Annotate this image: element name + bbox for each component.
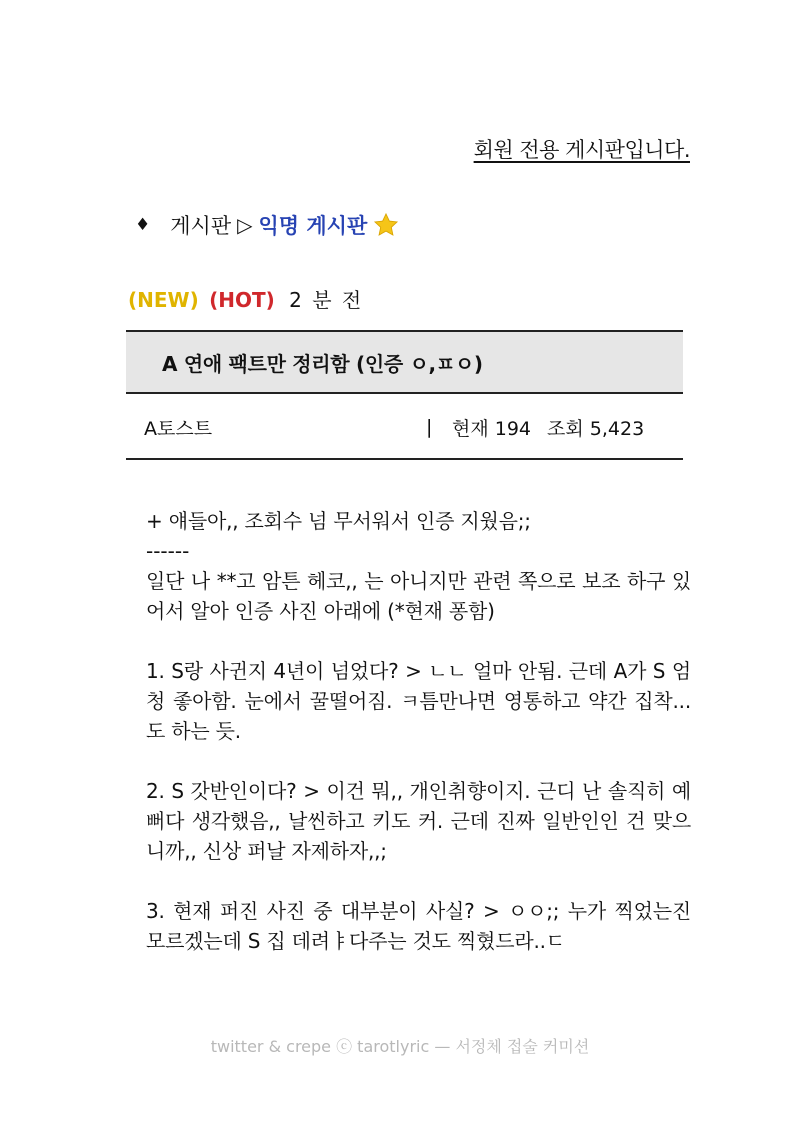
body-paragraph-1: + 얘들아,, 조회수 넘 무서워서 인증 지웠음;; <box>146 509 531 533</box>
view-count: 조회 5,423 <box>547 417 645 440</box>
body-paragraph-5: 3. 현재 퍼진 사진 중 대부분이 사실? > ㅇㅇ;; 누가 찍었는진 모르겠는데 S 집 데려ㅑ다주는 것도 찍혔드라..ㄷ <box>146 899 691 953</box>
breadcrumb-current[interactable]: 익명 게시판 <box>258 214 368 238</box>
post-body <box>146 506 691 956</box>
body-paragraph-2: 일단 나 **고 암튼 헤코,, 는 아니지만 관련 쪽으로 보조 하구 있어서 알아 인증 사진 아래에 (*현재 퐁함) <box>146 569 691 623</box>
breadcrumb <box>135 210 399 240</box>
post-stats <box>452 414 644 441</box>
diamond-bullet-icon: ♦ <box>135 215 151 235</box>
breadcrumb-separator-icon: ▷ <box>237 213 253 237</box>
new-badge: (NEW) <box>128 288 199 312</box>
post-title: A 연애 팩트만 정리함 (인증 ㅇ,ㅍㅇ) <box>162 351 483 376</box>
post-title-bar <box>126 330 683 394</box>
post-author[interactable]: A토스트 <box>144 417 213 440</box>
breadcrumb-root[interactable]: 게시판 <box>170 214 232 238</box>
hot-badge: (HOT) <box>209 288 275 312</box>
body-paragraph-3: 1. S랑 사귄지 4년이 넘었다? > ㄴㄴ 얼마 안됨. 근데 A가 S 엄청 좋아함. 눈에서 꿀떨어짐. ㅋ틈만나면 영통하고 약간 집착...도 하는 듯. <box>146 659 691 743</box>
body-divider: ------ <box>146 539 190 563</box>
body-paragraph-4: 2. S 갓반인이다? > 이건 뭐,, 개인취향이지. 근디 난 솔직히 예뻐다 생각했음,, 날씬하고 키도 커. 근데 진짜 일반인인 건 맞으니까,, 신상 퍼날 자제하자,,; <box>146 779 691 863</box>
post-time: 2 분 전 <box>289 288 364 312</box>
members-only-notice: 회원 전용 게시판입니다. <box>473 138 690 162</box>
post-meta-line <box>128 284 363 313</box>
star-icon <box>373 212 399 238</box>
info-divider: | <box>426 416 433 438</box>
footer-credit: twitter & crepe ⓒ tarotlyric — 서정체 접술 커미션 <box>210 1037 590 1056</box>
post-info-bar <box>126 396 683 460</box>
current-count: 현재 194 <box>452 417 532 440</box>
